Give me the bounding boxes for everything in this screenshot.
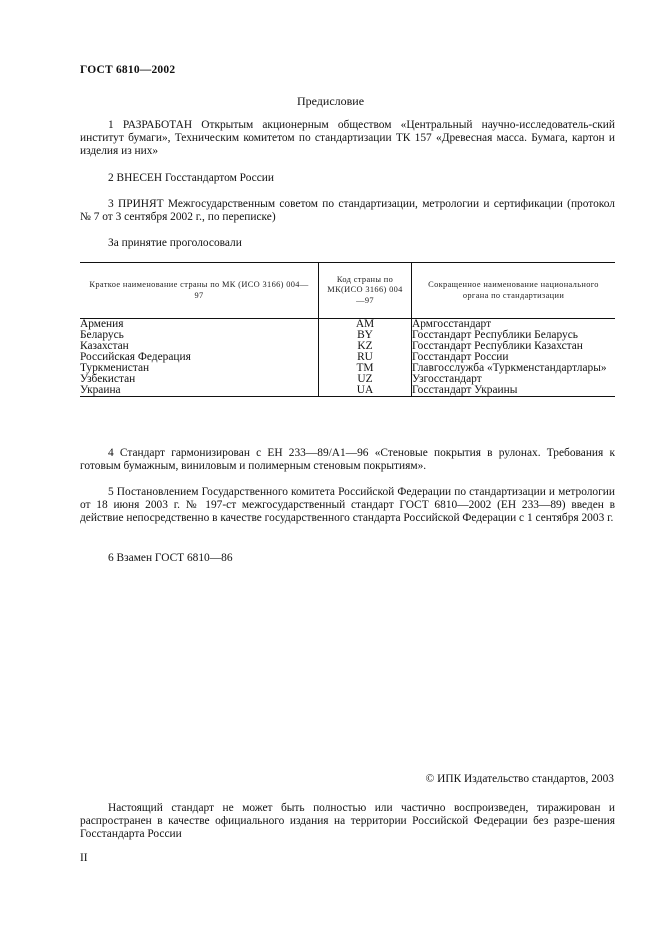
country-name: Армения xyxy=(80,318,124,330)
country-name: Казахстан xyxy=(80,340,129,352)
country-name: Узбекистан xyxy=(80,373,136,385)
copyright-notice: © ИПК Издательство стандартов, 2003 xyxy=(425,773,614,785)
country-code: RU xyxy=(357,351,373,363)
preface-item-3: 3 ПРИНЯТ Межгосударственным советом по стандартизации, метрологии и сертификации (протокол № 7 от 3 сентября 2002 г., по переписке) xyxy=(80,198,615,223)
standards-body: Главгосслужба «Туркменстандартлары» xyxy=(412,362,607,374)
standards-bodies-cell xyxy=(412,319,616,397)
document-code-header: ГОСТ 6810—2002 xyxy=(80,64,176,76)
table-header-row xyxy=(80,263,615,319)
preface-title: Предисловие xyxy=(296,94,365,108)
standards-body: Госстандарт России xyxy=(412,351,509,363)
header-standards-body: Сокращенное наименование национального органа по стандартизации xyxy=(412,263,616,319)
country-name: Туркменистан xyxy=(80,362,150,374)
country-name: Беларусь xyxy=(80,329,124,341)
page-number: II xyxy=(80,852,88,864)
standards-body: Госстандарт Республики Беларусь xyxy=(412,329,578,341)
preface-item-4: 4 Стандарт гармонизирован с ЕН 233—89/А1—96 «Стеновые покрытия в рулонах. Требования к готовым бумажным, виниловым и полимерным стеновым покрытиям». xyxy=(80,447,615,472)
country-code: AM xyxy=(355,318,375,330)
standards-body: Госстандарт Республики Казахстан xyxy=(412,340,583,352)
preface-item-5: 5 Постановлением Государственного комитета Российской Федерации по стандартизации и метрологии от 18 июня 2003 г. № 197-ст межгосударственный стандарт ГОСТ 6810—2002 (ЕН 233—89) введен в действие непосредственно в качестве государственного стандарта Российской Федерации с 1 сентября 2003 г. xyxy=(80,486,615,524)
voted-label: За принятие проголосовали xyxy=(108,237,242,249)
reproduction-notice: Настоящий стандарт не может быть полностью или частично воспроизведен, тиражирован и распространен в качестве официального издания на территории Российской Федерации без разре-шения Госстандарта России xyxy=(80,802,615,840)
standards-body: Узгосстандарт xyxy=(412,373,482,385)
country-code: TM xyxy=(356,362,374,374)
standards-body: Армгосстандарт xyxy=(412,318,492,330)
header-country-code: Код страны по МК(ИСО 3166) 004—97 xyxy=(319,263,412,319)
country-name: Украина xyxy=(80,384,121,396)
preface-item-2: 2 ВНЕСЕН Госстандартом России xyxy=(108,172,274,184)
country-name: Российская Федерация xyxy=(80,351,191,363)
country-code: KZ xyxy=(357,340,373,352)
table-body-row xyxy=(80,319,615,397)
country-code: UA xyxy=(356,384,374,396)
country-code: BY xyxy=(357,329,373,341)
standards-body: Госстандарт Украины xyxy=(412,384,518,396)
country-codes-cell xyxy=(319,319,412,397)
header-country-name: Краткое наименование страны по МК (ИСО 3166) 004—97 xyxy=(80,263,319,319)
country-names-cell xyxy=(80,319,319,397)
preface-item-1: 1 РАЗРАБОТАН Открытым акционерным обществом «Центральный научно-исследователь-ский институт бумаги», Техническим комитетом по стандартизации ТК 157 «Древесная масса. Бумага, картон и изделия из них» xyxy=(80,119,615,157)
preface-item-6: 6 Взамен ГОСТ 6810—86 xyxy=(108,552,233,564)
country-code: UZ xyxy=(357,373,373,385)
voting-countries-table xyxy=(80,262,615,397)
